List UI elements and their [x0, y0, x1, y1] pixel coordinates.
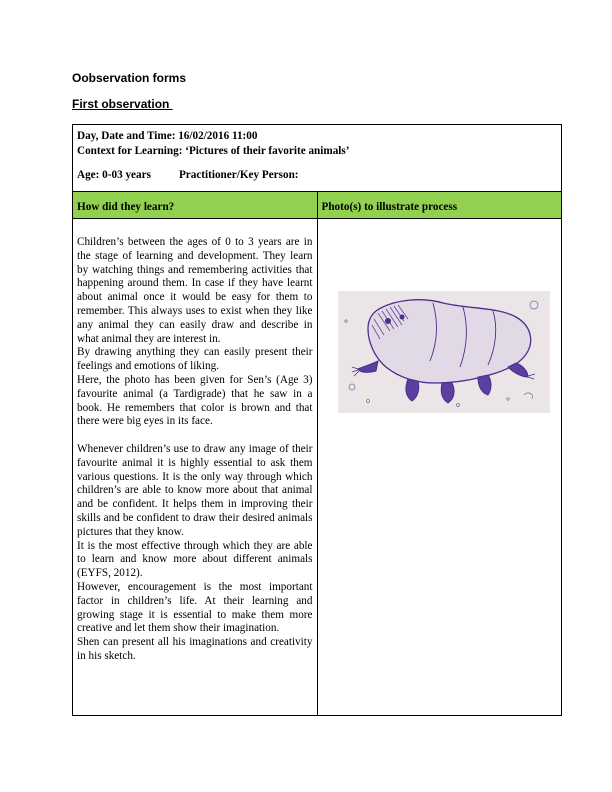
day-date-time: Day, Date and Time: 16/02/2016 11:00 — [77, 130, 258, 142]
paragraph: Children’s between the ages of 0 to 3 years are in the stage of learning and development. They learn by watching things and remembering activities that happening around them. In case if they have learnt about animal once it would be easy for them to remember. This always uses to exist when they like any animal they can easily draw and describe in what animal they are interest in. — [77, 236, 313, 345]
paragraph: Whenever children’s use to draw any image of their favourite animal it is highly essential to ask them various questions. It is the only way through which children’s are able to know more about that animal and be confident. It helps them in improving their skills and be confident to draw their desired animals pictures that they know. — [77, 442, 313, 538]
practitioner-label: Practitioner/Key Person: — [178, 169, 299, 181]
tardigrade-drawing — [338, 291, 550, 413]
age-label: Age: 0-03 years — [77, 169, 151, 181]
learning-notes-cell — [73, 219, 318, 716]
document-title: Oobservation forms — [72, 71, 187, 85]
learning-context: Context for Learning: ‘Pictures of their favorite animals’ — [77, 144, 350, 157]
paragraph: It is the most effective through which they are able to learn and know more about different animals (EYFS, 2012). — [77, 539, 313, 580]
column-header-photos: Photo(s) to illustrate process — [317, 192, 562, 219]
paragraph: However, encouragement is the most important factor in children’s life. At their learning and growing stage it is essential to make them more creative and let them show their imagination. — [77, 580, 313, 635]
paragraph: By drawing anything they can easily present their feelings and emotions of liking. — [77, 346, 313, 373]
photo-cell — [317, 219, 562, 716]
observation-form-table — [72, 124, 562, 716]
paragraph: Here, the photo has been given for Sen’s (Age 3) favourite animal (a Tardigrade) that he saw in a book. He remembers that color is brown and that there were big eyes in its face. — [77, 373, 313, 428]
form-header-cell — [73, 125, 562, 192]
column-header-how-learn: How did they learn? — [73, 192, 318, 219]
section-title: First observation — [72, 97, 173, 111]
tardigrade-sketch-photo — [338, 291, 550, 413]
age-practitioner-row — [77, 168, 557, 183]
paragraph: Shen can present all his imaginations and creativity in his sketch. — [77, 636, 313, 662]
